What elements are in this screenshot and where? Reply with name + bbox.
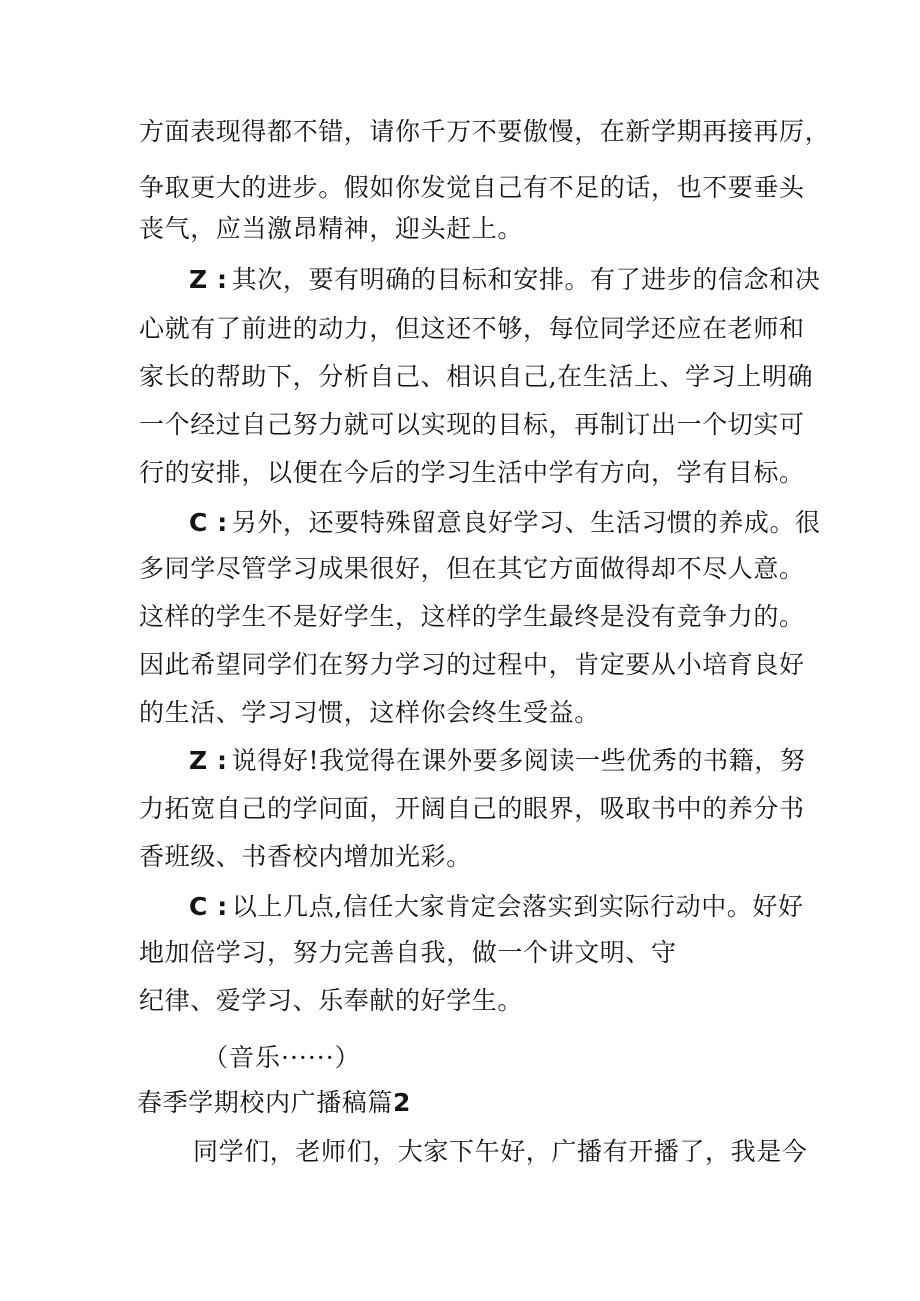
text-line: 同学们，老师们，大家下午好，广播有开播了，我是今 [193,1137,808,1166]
music-note: （音乐······） [203,1043,361,1072]
dialogue-line-first: Z : 其次，要有明确的目标和安排。有了进步的信念和决 [189,265,821,294]
section-heading: 春季学期校内广播稿篇2 [137,1088,412,1117]
text-line: 丧气，应当激昂精神，迎头赶上。 [139,214,524,243]
text-line: 行的安排，以便在今后的学习生活中学有方向，学有目标。 [139,458,805,487]
speaker-label: Z : [189,746,228,775]
text-line: 香班级、书香校内增加光彩。 [139,842,472,871]
text-line: 因此希望同学们在努力学习的过程中，肯定要从小培育良好 [139,650,805,679]
text-line: 的生活、学习习惯，这样你会终生受益。 [139,698,600,727]
text-line: 心就有了前进的动力，但这还不够，每位同学还应在老师和 [139,314,805,343]
text-line: 地加倍学习，努力完善自我，做一个讲文明、守 [139,938,677,967]
dialogue-line-first: C : 另外，还要特殊留意良好学习、生活习惯的养成。很 [189,508,821,537]
speaker-label: Z : [189,265,228,294]
text-line: 多同学尽管学习成果很好，但在其它方面做得却不尽人意。 [139,554,805,583]
dialogue-line-first: C : 以上几点,信任大家肯定会落实到实际行动中。好好 [189,892,804,921]
text-line: 纪律、爱学习、乐奉献的好学生。 [139,986,524,1015]
text-line: 方面表现得都不错，请你千万不要傲慢，在新学期再接再厉， [139,117,831,146]
dialogue-line-first: Z : 说得好!我觉得在课外要多阅读一些优秀的书籍，努 [189,746,806,775]
text-line: 力拓宽自己的学问面，开阔自己的眼界，吸取书中的养分书 [139,794,805,823]
text-line: 一个经过自己努力就可以实现的目标，再制订出一个切实可 [139,410,805,439]
text-line: 这样的学生不是好学生，这样的学生最终是没有竞争力的。 [139,602,805,631]
speaker-label: C : [189,892,228,921]
speaker-label: C : [189,508,228,537]
text-line: 争取更大的进步。假如你发觉自己有不足的话，也不要垂头 [139,173,805,202]
text-line: 家长的帮助下，分析自己、相识自己,在生活上、学习上明确 [139,362,814,391]
